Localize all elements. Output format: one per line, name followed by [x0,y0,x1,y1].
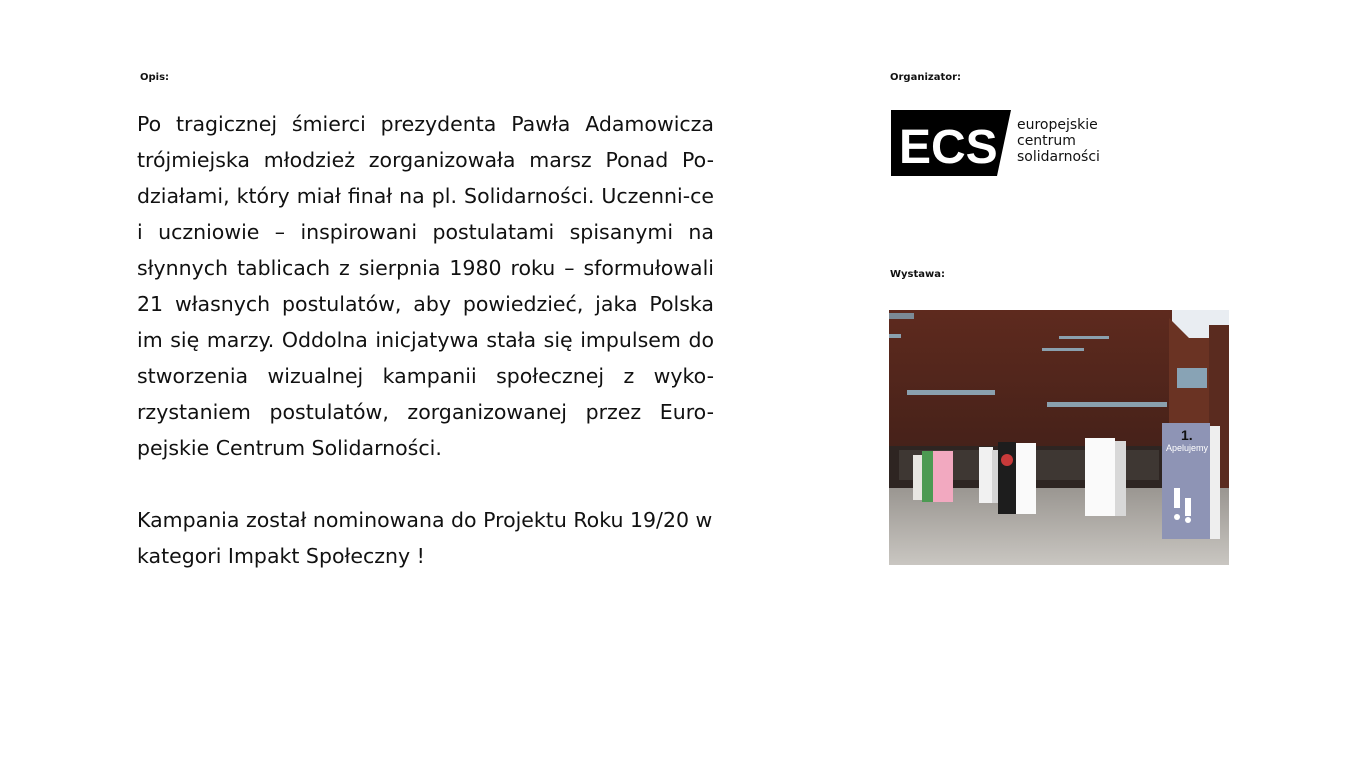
description-label: Opis: [140,72,170,83]
sign-word: Apelujemy [1166,443,1209,453]
exhibition-label: Wystawa: [890,269,946,280]
description-paragraph: Po tragicznej śmierci prezydenta Pawła Adamowicza trójmiejska młodzież zorganizowała marsz Ponad Po-działami, który miał finał na pl. Solidarności. Uczenni-ce i uczniowie – inspirowani postulatami spisanymi na słynnych tablicach z sierpnia 1980 roku – sformułowali 21 własnych postulatów, aby powiedzieć, jaka Polska im się marzy. Oddolna inicjatywa stała się impulsem do stworzenia wizualnej kampanii społecznej z wyko-rzystaniem postulatów, zorganizowanej przez Euro-pejskie Centrum Solidarności. [137,112,714,460]
ecs-logo-letters: ECS [899,121,998,174]
sign-number: 1. [1181,427,1193,443]
nomination-paragraph: Kampania został nominowana do Projektu Roku 19/20 w kategori Impakt Społeczny ! [137,508,713,568]
ecs-logo-text [1017,117,1100,165]
description-text [137,106,714,574]
organizer-label: Organizator: [890,72,962,83]
ecs-logo-line: europejskie [1017,117,1098,133]
ecs-logo-line: solidarności [1017,149,1100,165]
exhibition-photo [889,310,1229,565]
ecs-logo-line: centrum [1017,133,1076,149]
